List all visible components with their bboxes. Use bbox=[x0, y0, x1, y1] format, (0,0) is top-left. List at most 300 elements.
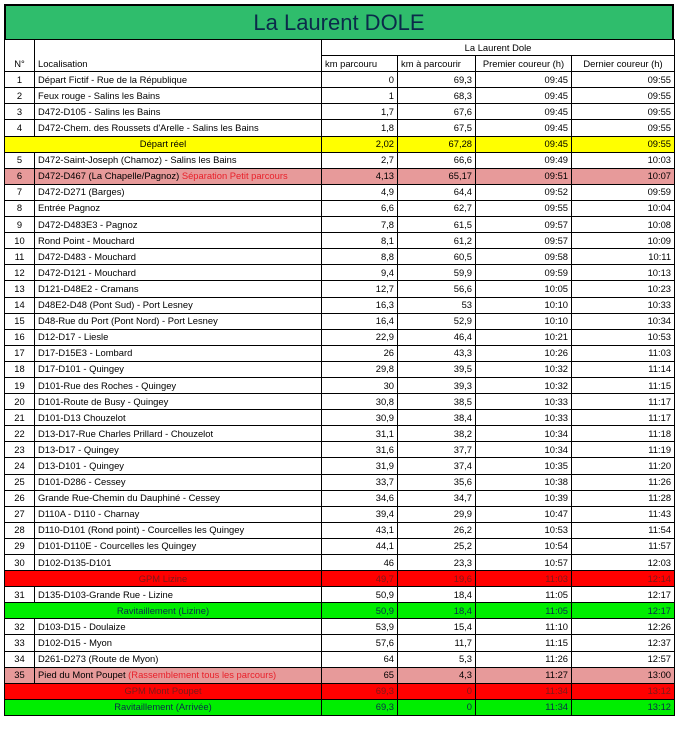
last-runner-time: 10:13 bbox=[572, 265, 675, 281]
row-location bbox=[35, 184, 322, 200]
km-run-value: 22,9 bbox=[322, 329, 398, 345]
milestone-label: GPM Lizine bbox=[5, 571, 322, 587]
last-runner-time: 10:04 bbox=[572, 200, 675, 216]
table-row bbox=[5, 200, 675, 216]
first-runner-time: 11:15 bbox=[476, 635, 572, 651]
km-run-value: 8,1 bbox=[322, 233, 398, 249]
milestone-row bbox=[5, 683, 675, 699]
row-location bbox=[35, 587, 322, 603]
location-text: Départ Fictif - Rue de la République bbox=[38, 73, 188, 85]
km-left-value: 18,4 bbox=[398, 587, 476, 603]
first-runner-time: 10:33 bbox=[476, 410, 572, 426]
row-location bbox=[35, 88, 322, 104]
first-runner-time: 09:51 bbox=[476, 168, 572, 184]
km-left-value: 46,4 bbox=[398, 329, 476, 345]
km-left-value: 62,7 bbox=[398, 200, 476, 216]
row-location bbox=[35, 474, 322, 490]
km-run-value: 9,4 bbox=[322, 265, 398, 281]
location-text: D17-D15E3 - Lombard bbox=[38, 347, 133, 359]
row-location bbox=[35, 168, 322, 184]
location-text: D472-D271 (Barges) bbox=[38, 186, 125, 198]
table-row bbox=[5, 249, 675, 265]
table-row bbox=[5, 168, 675, 184]
first-runner-time: 09:45 bbox=[476, 120, 572, 136]
header-km-left: km à parcourir bbox=[398, 56, 476, 72]
first-runner-time: 10:57 bbox=[476, 555, 572, 571]
table-row bbox=[5, 394, 675, 410]
km-left-value: 19,6 bbox=[398, 571, 476, 587]
first-runner-time: 11:27 bbox=[476, 667, 572, 683]
first-runner-time: 11:03 bbox=[476, 571, 572, 587]
row-location bbox=[35, 104, 322, 120]
row-location bbox=[35, 249, 322, 265]
row-number: 25 bbox=[5, 474, 35, 490]
row-number: 29 bbox=[5, 538, 35, 554]
location-text: D103-D15 - Doulaize bbox=[38, 620, 126, 632]
table-row bbox=[5, 458, 675, 474]
last-runner-time: 10:09 bbox=[572, 233, 675, 249]
table-row bbox=[5, 506, 675, 522]
header-last-runner: Dernier coureur (h) bbox=[572, 56, 675, 72]
km-left-value: 29,9 bbox=[398, 506, 476, 522]
first-runner-time: 10:53 bbox=[476, 522, 572, 538]
km-left-value: 4,3 bbox=[398, 667, 476, 683]
km-left-value: 11,7 bbox=[398, 635, 476, 651]
location-text: D135-D103-Grande Rue - Lizine bbox=[38, 588, 173, 600]
row-location bbox=[35, 72, 322, 88]
km-left-value: 60,5 bbox=[398, 249, 476, 265]
km-run-value: 4,13 bbox=[322, 168, 398, 184]
last-runner-time: 10:23 bbox=[572, 281, 675, 297]
table-row bbox=[5, 619, 675, 635]
km-run-value: 30 bbox=[322, 377, 398, 393]
last-runner-time: 11:20 bbox=[572, 458, 675, 474]
row-location bbox=[35, 120, 322, 136]
location-text: Rond Point - Mouchard bbox=[38, 234, 135, 246]
row-number: 32 bbox=[5, 619, 35, 635]
table-row bbox=[5, 345, 675, 361]
row-number: 15 bbox=[5, 313, 35, 329]
first-runner-time: 10:10 bbox=[476, 297, 572, 313]
row-number: 35 bbox=[5, 667, 35, 683]
km-run-value: 50,9 bbox=[322, 587, 398, 603]
table-row bbox=[5, 410, 675, 426]
row-location bbox=[35, 377, 322, 393]
first-runner-time: 09:45 bbox=[476, 72, 572, 88]
km-left-value: 68,3 bbox=[398, 88, 476, 104]
row-number: 27 bbox=[5, 506, 35, 522]
row-location bbox=[35, 635, 322, 651]
first-runner-time: 09:58 bbox=[476, 249, 572, 265]
row-location bbox=[35, 426, 322, 442]
location-text: D472-D105 - Salins les Bains bbox=[38, 105, 161, 117]
last-runner-time: 11:15 bbox=[572, 377, 675, 393]
km-run-value: 30,8 bbox=[322, 394, 398, 410]
table-row bbox=[5, 104, 675, 120]
table-row bbox=[5, 426, 675, 442]
table-row bbox=[5, 377, 675, 393]
table-row bbox=[5, 281, 675, 297]
table-row bbox=[5, 120, 675, 136]
last-runner-time: 11:54 bbox=[572, 522, 675, 538]
milestone-label: Ravitaillement (Lizine) bbox=[5, 603, 322, 619]
km-run-value: 57,6 bbox=[322, 635, 398, 651]
km-run-value: 7,8 bbox=[322, 217, 398, 233]
location-text: D472-D483 - Mouchard bbox=[38, 250, 136, 262]
last-runner-time: 11:43 bbox=[572, 506, 675, 522]
location-text: D13-D17 - Quingey bbox=[38, 443, 119, 455]
row-number: 9 bbox=[5, 217, 35, 233]
table-row bbox=[5, 635, 675, 651]
table-row bbox=[5, 522, 675, 538]
table-row bbox=[5, 442, 675, 458]
row-number: 19 bbox=[5, 377, 35, 393]
km-left-value: 5,3 bbox=[398, 651, 476, 667]
first-runner-time: 09:49 bbox=[476, 152, 572, 168]
km-run-value: 31,9 bbox=[322, 458, 398, 474]
km-left-value: 53 bbox=[398, 297, 476, 313]
table-row bbox=[5, 265, 675, 281]
km-run-value: 69,3 bbox=[322, 699, 398, 715]
row-number: 6 bbox=[5, 168, 35, 184]
km-run-value: 46 bbox=[322, 555, 398, 571]
km-run-value: 12,7 bbox=[322, 281, 398, 297]
row-number: 7 bbox=[5, 184, 35, 200]
route-sheet bbox=[4, 4, 674, 716]
last-runner-time: 11:18 bbox=[572, 426, 675, 442]
km-run-value: 33,7 bbox=[322, 474, 398, 490]
km-run-value: 65 bbox=[322, 667, 398, 683]
km-run-value: 1,7 bbox=[322, 104, 398, 120]
row-location bbox=[35, 361, 322, 377]
last-runner-time: 11:28 bbox=[572, 490, 675, 506]
last-runner-time: 13:12 bbox=[572, 699, 675, 715]
last-runner-time: 12:03 bbox=[572, 555, 675, 571]
km-run-value: 64 bbox=[322, 651, 398, 667]
table-row bbox=[5, 651, 675, 667]
header-num: N° bbox=[5, 40, 35, 72]
table-row bbox=[5, 490, 675, 506]
first-runner-time: 11:05 bbox=[476, 587, 572, 603]
km-left-value: 15,4 bbox=[398, 619, 476, 635]
milestone-row bbox=[5, 603, 675, 619]
last-runner-time: 11:03 bbox=[572, 345, 675, 361]
milestone-row bbox=[5, 699, 675, 715]
location-note: Séparation Petit parcours bbox=[181, 170, 288, 182]
row-location bbox=[35, 217, 322, 233]
row-number: 13 bbox=[5, 281, 35, 297]
km-run-value: 50,9 bbox=[322, 603, 398, 619]
km-run-value: 69,3 bbox=[322, 683, 398, 699]
last-runner-time: 12:37 bbox=[572, 635, 675, 651]
km-run-value: 34,6 bbox=[322, 490, 398, 506]
header-group: La Laurent Dole bbox=[322, 40, 675, 56]
row-location bbox=[35, 410, 322, 426]
first-runner-time: 11:05 bbox=[476, 603, 572, 619]
row-location bbox=[35, 281, 322, 297]
row-location bbox=[35, 490, 322, 506]
table-row bbox=[5, 184, 675, 200]
first-runner-time: 10:34 bbox=[476, 442, 572, 458]
route-table bbox=[4, 39, 675, 716]
km-left-value: 61,5 bbox=[398, 217, 476, 233]
location-text: D12-D17 - Liesle bbox=[38, 331, 109, 343]
location-text: D101-D13 Chouzelot bbox=[38, 411, 126, 423]
km-left-value: 34,7 bbox=[398, 490, 476, 506]
table-row bbox=[5, 329, 675, 345]
row-location bbox=[35, 555, 322, 571]
km-left-value: 0 bbox=[398, 683, 476, 699]
row-location bbox=[35, 667, 322, 683]
milestone-label: Départ réel bbox=[5, 136, 322, 152]
first-runner-time: 10:34 bbox=[476, 426, 572, 442]
header-location: Localisation bbox=[35, 40, 322, 72]
first-runner-time: 10:05 bbox=[476, 281, 572, 297]
last-runner-time: 09:59 bbox=[572, 184, 675, 200]
location-text: Pied du Mont Poupet bbox=[38, 669, 126, 681]
first-runner-time: 10:21 bbox=[476, 329, 572, 345]
table-row bbox=[5, 88, 675, 104]
location-note: (Rassemblement tous les parcours) bbox=[128, 669, 277, 681]
first-runner-time: 10:32 bbox=[476, 361, 572, 377]
last-runner-time: 10:07 bbox=[572, 168, 675, 184]
row-number: 21 bbox=[5, 410, 35, 426]
row-number: 28 bbox=[5, 522, 35, 538]
first-runner-time: 10:26 bbox=[476, 345, 572, 361]
km-run-value: 43,1 bbox=[322, 522, 398, 538]
km-left-value: 0 bbox=[398, 699, 476, 715]
km-run-value: 6,6 bbox=[322, 200, 398, 216]
last-runner-time: 09:55 bbox=[572, 72, 675, 88]
first-runner-time: 09:45 bbox=[476, 104, 572, 120]
location-text: D121-D48E2 - Cramans bbox=[38, 282, 139, 294]
km-run-value: 30,9 bbox=[322, 410, 398, 426]
location-text: Entrée Pagnoz bbox=[38, 202, 101, 214]
last-runner-time: 11:17 bbox=[572, 410, 675, 426]
row-number: 24 bbox=[5, 458, 35, 474]
km-left-value: 61,2 bbox=[398, 233, 476, 249]
km-left-value: 39,3 bbox=[398, 377, 476, 393]
header-first-runner: Premier coureur (h) bbox=[476, 56, 572, 72]
last-runner-time: 10:53 bbox=[572, 329, 675, 345]
row-location bbox=[35, 619, 322, 635]
row-number: 16 bbox=[5, 329, 35, 345]
location-text: D101-D110E - Courcelles les Quingey bbox=[38, 540, 197, 552]
first-runner-time: 09:59 bbox=[476, 265, 572, 281]
last-runner-time: 09:55 bbox=[572, 104, 675, 120]
location-text: Grande Rue-Chemin du Dauphiné - Cessey bbox=[38, 492, 220, 504]
row-location bbox=[35, 394, 322, 410]
km-left-value: 38,2 bbox=[398, 426, 476, 442]
km-left-value: 37,7 bbox=[398, 442, 476, 458]
location-text: D17-D101 - Quingey bbox=[38, 363, 124, 375]
row-number: 34 bbox=[5, 651, 35, 667]
first-runner-time: 09:57 bbox=[476, 217, 572, 233]
row-number: 33 bbox=[5, 635, 35, 651]
km-left-value: 67,5 bbox=[398, 120, 476, 136]
row-number: 26 bbox=[5, 490, 35, 506]
km-left-value: 26,2 bbox=[398, 522, 476, 538]
last-runner-time: 10:11 bbox=[572, 249, 675, 265]
header-row-group bbox=[5, 40, 675, 56]
table-row bbox=[5, 538, 675, 554]
location-text: D472-D467 (La Chapelle/Pagnoz) bbox=[38, 170, 180, 182]
table-row bbox=[5, 555, 675, 571]
table-row bbox=[5, 361, 675, 377]
table-row bbox=[5, 587, 675, 603]
first-runner-time: 09:55 bbox=[476, 200, 572, 216]
row-location bbox=[35, 442, 322, 458]
last-runner-time: 12:57 bbox=[572, 651, 675, 667]
km-left-value: 18,4 bbox=[398, 603, 476, 619]
first-runner-time: 10:32 bbox=[476, 377, 572, 393]
location-text: Feux rouge - Salins les Bains bbox=[38, 89, 160, 101]
last-runner-time: 12:17 bbox=[572, 603, 675, 619]
table-row bbox=[5, 474, 675, 490]
row-number: 8 bbox=[5, 200, 35, 216]
km-left-value: 38,5 bbox=[398, 394, 476, 410]
km-left-value: 38,4 bbox=[398, 410, 476, 426]
row-number: 2 bbox=[5, 88, 35, 104]
row-location bbox=[35, 313, 322, 329]
row-location bbox=[35, 233, 322, 249]
km-run-value: 31,1 bbox=[322, 426, 398, 442]
table-row bbox=[5, 297, 675, 313]
milestone-row bbox=[5, 136, 675, 152]
first-runner-time: 10:33 bbox=[476, 394, 572, 410]
row-number: 17 bbox=[5, 345, 35, 361]
last-runner-time: 09:55 bbox=[572, 136, 675, 152]
row-number: 18 bbox=[5, 361, 35, 377]
row-number: 11 bbox=[5, 249, 35, 265]
location-text: D110-D101 (Rond point) - Courcelles les Quingey bbox=[38, 524, 245, 536]
km-left-value: 39,5 bbox=[398, 361, 476, 377]
row-location bbox=[35, 297, 322, 313]
first-runner-time: 09:45 bbox=[476, 88, 572, 104]
km-left-value: 23,3 bbox=[398, 555, 476, 571]
sheet-title: La Laurent DOLE bbox=[4, 4, 674, 39]
last-runner-time: 10:34 bbox=[572, 313, 675, 329]
last-runner-time: 10:33 bbox=[572, 297, 675, 313]
km-run-value: 16,4 bbox=[322, 313, 398, 329]
location-text: D101-Route de Busy - Quingey bbox=[38, 395, 169, 407]
location-text: D102-D135-D101 bbox=[38, 556, 112, 568]
row-number: 30 bbox=[5, 555, 35, 571]
last-runner-time: 10:03 bbox=[572, 152, 675, 168]
location-text: D48E2-D48 (Pont Sud) - Port Lesney bbox=[38, 299, 193, 311]
row-location bbox=[35, 152, 322, 168]
row-location bbox=[35, 329, 322, 345]
row-location bbox=[35, 200, 322, 216]
row-location bbox=[35, 506, 322, 522]
km-run-value: 29,8 bbox=[322, 361, 398, 377]
km-run-value: 26 bbox=[322, 345, 398, 361]
table-row bbox=[5, 217, 675, 233]
km-left-value: 66,6 bbox=[398, 152, 476, 168]
last-runner-time: 10:08 bbox=[572, 217, 675, 233]
last-runner-time: 11:14 bbox=[572, 361, 675, 377]
km-left-value: 67,28 bbox=[398, 136, 476, 152]
km-left-value: 65,17 bbox=[398, 168, 476, 184]
first-runner-time: 11:34 bbox=[476, 699, 572, 715]
location-text: D261-D273 (Route de Myon) bbox=[38, 653, 159, 665]
header-km-run: km parcouru bbox=[322, 56, 398, 72]
first-runner-time: 10:47 bbox=[476, 506, 572, 522]
row-number: 23 bbox=[5, 442, 35, 458]
location-text: D13-D101 - Quingey bbox=[38, 459, 124, 471]
km-run-value: 49,7 bbox=[322, 571, 398, 587]
row-number: 20 bbox=[5, 394, 35, 410]
km-left-value: 64,4 bbox=[398, 184, 476, 200]
row-location bbox=[35, 458, 322, 474]
last-runner-time: 13:00 bbox=[572, 667, 675, 683]
first-runner-time: 09:57 bbox=[476, 233, 572, 249]
km-left-value: 37,4 bbox=[398, 458, 476, 474]
last-runner-time: 09:55 bbox=[572, 88, 675, 104]
first-runner-time: 10:10 bbox=[476, 313, 572, 329]
row-number: 12 bbox=[5, 265, 35, 281]
row-number: 31 bbox=[5, 587, 35, 603]
location-text: D13-D17-Rue Charles Prillard - Chouzelot bbox=[38, 427, 214, 439]
first-runner-time: 10:54 bbox=[476, 538, 572, 554]
last-runner-time: 09:55 bbox=[572, 120, 675, 136]
row-number: 5 bbox=[5, 152, 35, 168]
last-runner-time: 12:14 bbox=[572, 571, 675, 587]
km-run-value: 39,4 bbox=[322, 506, 398, 522]
row-number: 3 bbox=[5, 104, 35, 120]
row-location bbox=[35, 538, 322, 554]
last-runner-time: 13:12 bbox=[572, 683, 675, 699]
location-text: D472-D483E3 - Pagnoz bbox=[38, 218, 138, 230]
location-text: D472-D121 - Mouchard bbox=[38, 266, 136, 278]
last-runner-time: 12:17 bbox=[572, 587, 675, 603]
last-runner-time: 11:57 bbox=[572, 538, 675, 554]
location-text: D101-D286 - Cessey bbox=[38, 476, 126, 488]
last-runner-time: 12:26 bbox=[572, 619, 675, 635]
table-row bbox=[5, 313, 675, 329]
first-runner-time: 10:39 bbox=[476, 490, 572, 506]
km-run-value: 2,02 bbox=[322, 136, 398, 152]
km-run-value: 44,1 bbox=[322, 538, 398, 554]
row-number: 4 bbox=[5, 120, 35, 136]
first-runner-time: 11:26 bbox=[476, 651, 572, 667]
first-runner-time: 11:34 bbox=[476, 683, 572, 699]
km-run-value: 0 bbox=[322, 72, 398, 88]
last-runner-time: 11:26 bbox=[572, 474, 675, 490]
location-text: D48-Rue du Port (Pont Nord) - Port Lesney bbox=[38, 315, 218, 327]
location-text: D102-D15 - Myon bbox=[38, 637, 112, 649]
km-run-value: 4,9 bbox=[322, 184, 398, 200]
row-number: 10 bbox=[5, 233, 35, 249]
location-text: D472-Saint-Joseph (Chamoz) - Salins les Bains bbox=[38, 154, 237, 166]
km-run-value: 31,6 bbox=[322, 442, 398, 458]
first-runner-time: 10:38 bbox=[476, 474, 572, 490]
km-run-value: 8,8 bbox=[322, 249, 398, 265]
row-number: 22 bbox=[5, 426, 35, 442]
km-left-value: 56,6 bbox=[398, 281, 476, 297]
last-runner-time: 11:19 bbox=[572, 442, 675, 458]
first-runner-time: 10:35 bbox=[476, 458, 572, 474]
km-left-value: 69,3 bbox=[398, 72, 476, 88]
row-number: 14 bbox=[5, 297, 35, 313]
km-run-value: 1,8 bbox=[322, 120, 398, 136]
first-runner-time: 11:10 bbox=[476, 619, 572, 635]
km-run-value: 1 bbox=[322, 88, 398, 104]
location-text: D101-Rue des Roches - Quingey bbox=[38, 379, 177, 391]
location-text: D110A - D110 - Charnay bbox=[38, 508, 140, 520]
last-runner-time: 11:17 bbox=[572, 394, 675, 410]
row-location bbox=[35, 265, 322, 281]
